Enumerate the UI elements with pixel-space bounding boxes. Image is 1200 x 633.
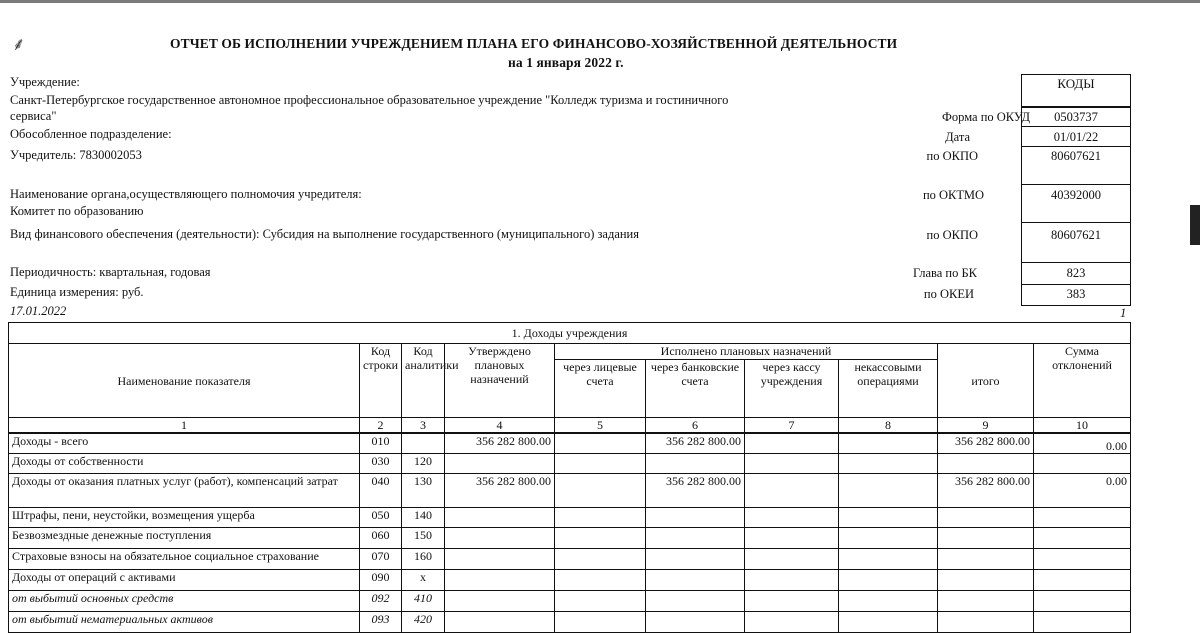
code-label-date: Дата xyxy=(945,130,970,144)
col-number: 6 xyxy=(646,418,745,434)
row-code: 070 xyxy=(360,548,402,569)
row-deviation xyxy=(1034,527,1131,548)
row-name: от выбытий нематериальных активов xyxy=(9,611,360,632)
col-number: 9 xyxy=(938,418,1034,434)
row-approved xyxy=(445,453,555,473)
codes-divider xyxy=(1021,126,1131,127)
row-code: 090 xyxy=(360,569,402,590)
row-cash xyxy=(745,548,839,569)
col-number: 10 xyxy=(1034,418,1131,434)
row-analytics: x xyxy=(402,569,445,590)
row-deviation xyxy=(1034,507,1131,527)
row-personal xyxy=(555,548,646,569)
row-name: Доходы от оказания платных услуг (работ), компенсаций затрат xyxy=(9,473,360,507)
row-bank xyxy=(646,527,745,548)
founder-text: Учредитель: 7830002053 xyxy=(10,148,142,162)
header-executed-group: Исполнено плановых назначений xyxy=(555,344,938,360)
periodicity: Периодичность: квартальная, годовая xyxy=(10,265,211,279)
row-name: Доходы от операций с активами xyxy=(9,569,360,590)
row-code: 093 xyxy=(360,611,402,632)
row-deviation xyxy=(1034,569,1131,590)
row-approved xyxy=(445,527,555,548)
codes-divider xyxy=(1021,222,1131,223)
row-personal xyxy=(555,473,646,507)
row-personal xyxy=(555,527,646,548)
row-bank xyxy=(646,453,745,473)
unit-of-measure: Единица измерения: руб. xyxy=(10,285,144,299)
row-name: Страховые взносы на обязательное социальное страхование xyxy=(9,548,360,569)
row-cash xyxy=(745,569,839,590)
row-total xyxy=(938,548,1034,569)
header-non-cash: некассовыми операциями xyxy=(839,360,938,418)
row-name: Штрафы, пени, неустойки, возмещения ущерба xyxy=(9,507,360,527)
table-row xyxy=(9,527,1131,548)
header-via-cash: через кассу учреждения xyxy=(745,360,839,418)
col-number: 5 xyxy=(555,418,646,434)
row-total: 356 282 800.00 xyxy=(938,473,1034,507)
report-subtitle: на 1 января 2022 г. xyxy=(508,55,624,70)
row-noncash xyxy=(839,569,938,590)
header-via-bank: через банковские счета xyxy=(646,360,745,418)
row-personal xyxy=(555,590,646,611)
row-deviation xyxy=(1034,611,1131,632)
row-cash xyxy=(745,611,839,632)
table-row xyxy=(9,569,1131,590)
row-personal xyxy=(555,453,646,473)
row-deviation: 0.00 xyxy=(1034,473,1131,507)
row-bank xyxy=(646,590,745,611)
scan-edge-mark xyxy=(1190,205,1200,245)
row-cash xyxy=(745,507,839,527)
code-value-date: 01/01/22 xyxy=(1053,130,1099,144)
row-cash xyxy=(745,590,839,611)
row-analytics: 410 xyxy=(402,590,445,611)
code-value-okud: 0503737 xyxy=(1054,110,1098,124)
col-number: 2 xyxy=(360,418,402,434)
table-row xyxy=(9,611,1131,632)
row-analytics: 120 xyxy=(402,453,445,473)
row-personal xyxy=(555,507,646,527)
codes-divider xyxy=(1021,184,1131,185)
code-value-okei: 383 xyxy=(1066,287,1086,301)
row-approved xyxy=(445,611,555,632)
header-deviation: Сумма отклонений xyxy=(1034,344,1131,418)
col-number: 8 xyxy=(839,418,938,434)
row-personal xyxy=(555,569,646,590)
row-bank xyxy=(646,507,745,527)
codes-header: КОДЫ xyxy=(1057,76,1095,91)
row-personal xyxy=(555,611,646,632)
row-name: Доходы от собственности xyxy=(9,453,360,473)
row-deviation: 0.00 xyxy=(1034,433,1131,453)
row-code: 040 xyxy=(360,473,402,507)
row-analytics: 140 xyxy=(402,507,445,527)
code-label-okpo-2: по ОКПО xyxy=(926,228,978,242)
row-name: Доходы - всего xyxy=(9,433,360,453)
row-cash xyxy=(745,527,839,548)
codes-divider xyxy=(1021,106,1131,108)
scan-top-edge xyxy=(0,0,1200,3)
row-cash xyxy=(745,453,839,473)
page-number: 1 xyxy=(1120,306,1127,320)
col-number: 1 xyxy=(9,418,360,434)
row-approved xyxy=(445,507,555,527)
row-name: от выбытий основных средств xyxy=(9,590,360,611)
codes-divider xyxy=(1021,146,1131,147)
income-table xyxy=(8,322,1131,633)
row-analytics: 420 xyxy=(402,611,445,632)
scan-artifact-icon: ⸙ xyxy=(12,34,26,54)
row-analytics: 160 xyxy=(402,548,445,569)
header-total: итого xyxy=(938,344,1034,418)
row-noncash xyxy=(839,433,938,453)
division-label: Обособленное подразделение: xyxy=(10,127,172,141)
row-total xyxy=(938,527,1034,548)
header-via-personal: через лицевые счета xyxy=(555,360,646,418)
code-label-bk: Глава по БК xyxy=(912,266,977,280)
header-analytics-code: Код аналитики xyxy=(402,344,445,418)
report-title: ОТЧЕТ ОБ ИСПОЛНЕНИИ УЧРЕЖДЕНИЕМ ПЛАНА ЕГО ФИНАНСОВО-ХОЗЯЙСТВЕННОЙ ДЕЯТЕЛЬНОСТИ xyxy=(170,36,898,51)
header-name: Наименование показателя xyxy=(9,344,360,418)
row-analytics: 130 xyxy=(402,473,445,507)
row-approved: 356 282 800.00 xyxy=(445,433,555,453)
institution-label: Учреждение: xyxy=(10,75,80,89)
row-cash xyxy=(745,473,839,507)
row-bank xyxy=(646,548,745,569)
code-value-okpo-2: 80607621 xyxy=(1051,228,1101,242)
row-bank xyxy=(646,569,745,590)
row-total xyxy=(938,507,1034,527)
col-number: 3 xyxy=(402,418,445,434)
row-approved xyxy=(445,590,555,611)
row-total xyxy=(938,611,1034,632)
col-number: 7 xyxy=(745,418,839,434)
header-approved: Утверждено плановых назначений xyxy=(445,344,555,418)
authority-name: Комитет по образованию xyxy=(10,204,144,218)
row-total: 356 282 800.00 xyxy=(938,433,1034,453)
row-noncash xyxy=(839,527,938,548)
code-value-okpo: 80607621 xyxy=(1051,149,1101,163)
code-label-oktmo: по ОКТМО xyxy=(922,188,984,202)
row-noncash xyxy=(839,507,938,527)
row-deviation xyxy=(1034,590,1131,611)
institution-name-line1: Санкт-Петербургское государственное автономное профессиональное образовательное учреждение "Колледж туризма и гостиничного xyxy=(10,93,729,107)
row-bank: 356 282 800.00 xyxy=(646,473,745,507)
row-code: 050 xyxy=(360,507,402,527)
header-line-code: Код строки xyxy=(360,344,402,418)
row-code: 030 xyxy=(360,453,402,473)
table-row xyxy=(9,590,1131,611)
row-analytics: 150 xyxy=(402,527,445,548)
row-approved xyxy=(445,548,555,569)
row-noncash xyxy=(839,453,938,473)
row-personal xyxy=(555,433,646,453)
row-total xyxy=(938,453,1034,473)
table-row xyxy=(9,473,1131,507)
row-noncash xyxy=(839,611,938,632)
code-label-okpo: по ОКПО xyxy=(926,149,978,163)
row-approved: 356 282 800.00 xyxy=(445,473,555,507)
code-value-oktmo: 40392000 xyxy=(1051,188,1101,202)
col-number: 4 xyxy=(445,418,555,434)
row-total xyxy=(938,569,1034,590)
section-title: 1. Доходы учреждения xyxy=(9,323,1131,344)
row-code: 060 xyxy=(360,527,402,548)
table-row xyxy=(9,453,1131,473)
institution-name-line2: сервиса" xyxy=(10,109,57,123)
row-bank xyxy=(646,611,745,632)
codes-divider xyxy=(1021,262,1131,263)
code-label-okud: Форма по ОКУД xyxy=(942,110,1030,124)
authority-label: Наименование органа,осуществляющего полномочия учредителя: xyxy=(10,187,362,201)
report-date: 17.01.2022 xyxy=(10,304,67,318)
code-label-okei: по ОКЕИ xyxy=(923,287,974,301)
row-approved xyxy=(445,569,555,590)
row-code: 092 xyxy=(360,590,402,611)
code-value-bk: 823 xyxy=(1066,266,1086,280)
row-deviation xyxy=(1034,548,1131,569)
table-row xyxy=(9,548,1131,569)
row-code: 010 xyxy=(360,433,402,453)
funding-type: Вид финансового обеспечения (деятельности): Субсидия на выполнение государственного (муниципального) задания xyxy=(10,227,639,241)
row-bank: 356 282 800.00 xyxy=(646,433,745,453)
table-row xyxy=(9,433,1131,453)
row-deviation xyxy=(1034,453,1131,473)
row-noncash xyxy=(839,548,938,569)
row-noncash xyxy=(839,473,938,507)
codes-divider xyxy=(1021,284,1131,285)
table-row xyxy=(9,507,1131,527)
row-cash xyxy=(745,433,839,453)
row-analytics xyxy=(402,433,445,453)
row-noncash xyxy=(839,590,938,611)
row-total xyxy=(938,590,1034,611)
row-name: Безвозмездные денежные поступления xyxy=(9,527,360,548)
